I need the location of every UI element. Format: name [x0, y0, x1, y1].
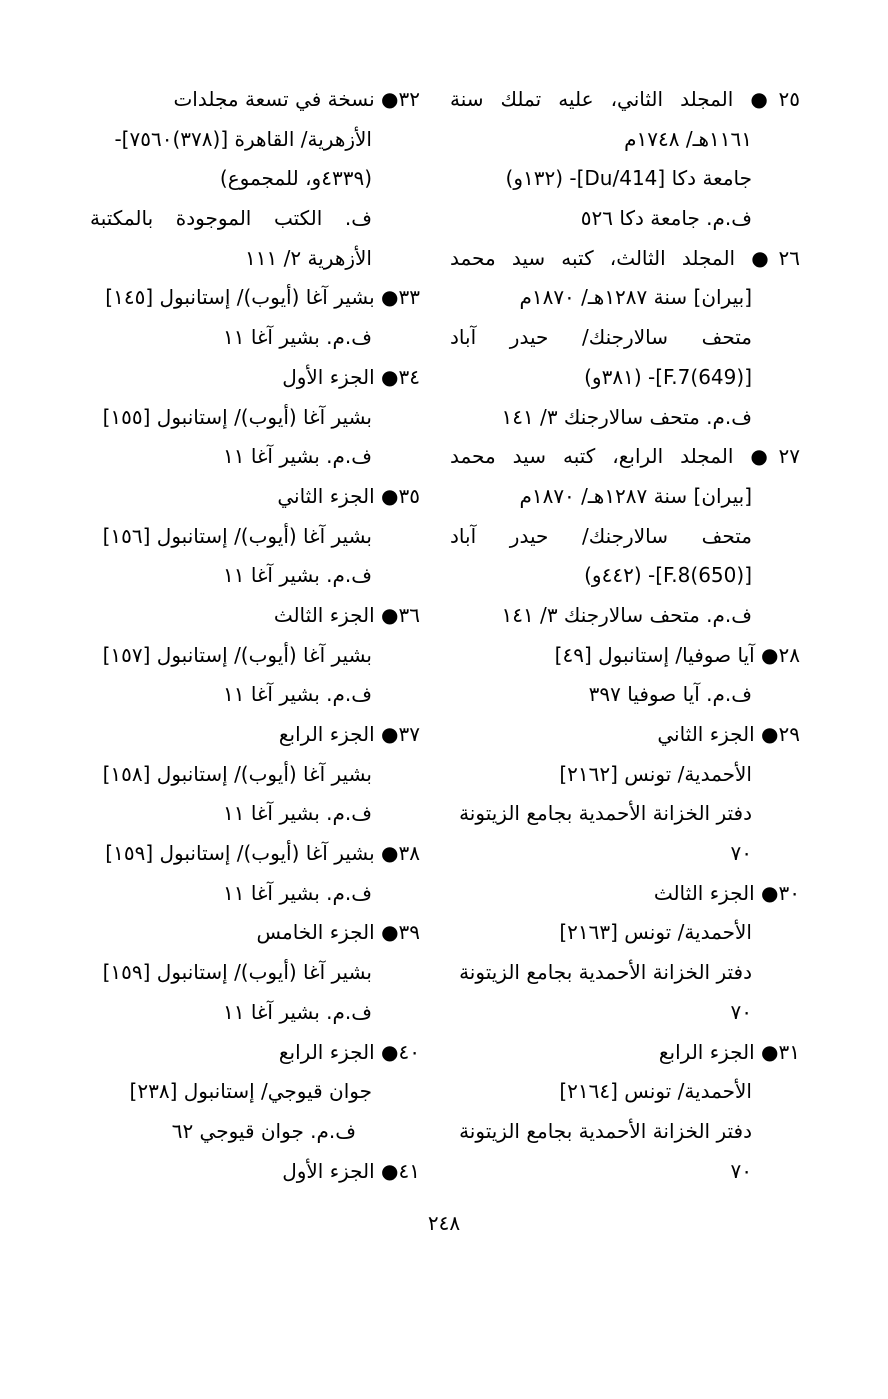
entry-line: ١١٦١هـ/ ١٧٤٨م	[624, 126, 752, 151]
entry-line: ف.م. آيا صوفيا ٣٩٧	[588, 682, 752, 707]
entry-line: ٧٠	[730, 841, 752, 866]
page-number: ٢٤٨	[427, 1211, 461, 1235]
entry-heading: ٢٧● المجلد الرابع، كتبه سيد محمد	[450, 444, 800, 469]
entry-heading: ٣٩● الجزء الخامس	[256, 920, 420, 945]
entry-heading: ٣٥● الجزء الثاني	[277, 483, 420, 508]
entry-line: بشير آغا (أيوب)/ إستانبول [١٥٧]	[102, 642, 372, 667]
entry-line: متحف سالارجنك/ حيدر آباد	[450, 325, 752, 350]
entry-heading: ٣٨● بشير آغا (أيوب)/ إستانبول [١٥٩]	[105, 841, 420, 866]
entry-heading: ٣٤● الجزء الأول	[282, 364, 420, 389]
entry-line: (٤٣٣٩و، للمجموع)	[219, 166, 372, 191]
entry-line: ف.م. بشير آغا ١١	[223, 325, 372, 350]
entry-heading: ٢٥● المجلد الثاني، عليه تملك سنة	[450, 87, 800, 111]
entry-line: ف. الكتب الموجودة بالمكتبة	[90, 206, 372, 231]
entry-line: [بيران] سنة ١٢٨٧هـ/ ١٨٧٠م	[519, 483, 752, 508]
entry-heading: ٣١● الجزء الرابع	[658, 1039, 800, 1064]
entry-line: ف.م. بشير آغا ١١	[223, 563, 372, 588]
entry-heading: ٣٢● نسخة في تسعة مجلدات	[173, 87, 420, 111]
entry-line: دفتر الخزانة الأحمدية بجامع الزيتونة	[459, 1118, 752, 1143]
entry-line: الأزهرية/ القاهرة [(٣٧٨)٧٥٦٠]-	[114, 126, 372, 151]
entry-heading: ٢٨● آيا صوفيا/ إستانبول [٤٩]	[554, 642, 800, 667]
entry-line: ف.م. جامعة دكا ٥٢٦	[580, 206, 752, 231]
entry-line: متحف سالارجنك/ حيدر آباد	[450, 523, 752, 548]
entry-line: ٧٠	[730, 999, 752, 1024]
entry-line: ف.م. بشير آغا ١١	[223, 682, 372, 707]
entry-heading: ٢٩● الجزء الثاني	[657, 722, 800, 746]
entry-line: ف.م. متحف سالارجنك ٣/ ١٤١	[501, 602, 752, 627]
entry-heading: ٣٧● الجزء الرابع	[278, 722, 420, 746]
entry-line: الأحمدية/ تونس [٢١٦٣]	[559, 920, 752, 945]
entry-line: الأزهرية ٢/ ١١١	[245, 245, 372, 270]
entry-line: [(649)F.7]- (٣٨١و)	[584, 364, 752, 389]
left-column	[90, 80, 420, 1191]
entry-line: بشير آغا (أيوب)/ إستانبول [١٥٦]	[102, 523, 372, 548]
entry-line: ف.م. بشير آغا ١١	[223, 999, 372, 1024]
entry-line: بشير آغا (أيوب)/ إستانبول [١٥٩]	[102, 960, 372, 985]
entry-heading: ٤١● الجزء الأول	[282, 1158, 420, 1183]
entry-heading: ٤٠● الجزء الرابع	[278, 1039, 420, 1064]
entry-line: ف.م. جوان قيوجي ٦٢	[171, 1118, 356, 1143]
right-column	[450, 80, 800, 1191]
entry-line: دفتر الخزانة الأحمدية بجامع الزيتونة	[459, 960, 752, 985]
entry-line: ف.م. بشير آغا ١١	[223, 880, 372, 905]
entry-line: جامعة دكا [Du/414]- (١٣٢و)	[505, 166, 752, 191]
entry-line: ف.م. متحف سالارجنك ٣/ ١٤١	[501, 404, 752, 429]
entry-line: [(650)F.8]- (٤٤٢و)	[584, 563, 752, 588]
entry-line: ف.م. بشير آغا ١١	[223, 444, 372, 469]
entry-line: الأحمدية/ تونس [٢١٦٤]	[559, 1079, 752, 1104]
entry-heading: ٢٦● المجلد الثالث، كتبه سيد محمد	[450, 245, 800, 270]
entry-line: ف.م. بشير آغا ١١	[223, 801, 372, 826]
entry-line: [بيران] سنة ١٢٨٧هـ/ ١٨٧٠م	[519, 285, 752, 310]
entry-line: الأحمدية/ تونس [٢١٦٢]	[559, 761, 752, 786]
entry-line: دفتر الخزانة الأحمدية بجامع الزيتونة	[459, 801, 752, 826]
entry-line: جوان قيوجي/ إستانبول [٢٣٨]	[129, 1079, 372, 1104]
entry-heading: ٣٣● بشير آغا (أيوب)/ إستانبول [١٤٥]	[105, 285, 420, 310]
entry-line: بشير آغا (أيوب)/ إستانبول [١٥٥]	[102, 404, 372, 429]
entry-heading: ٣٠● الجزء الثالث	[653, 880, 800, 905]
entry-line: ٧٠	[730, 1158, 752, 1183]
entry-line: بشير آغا (أيوب)/ إستانبول [١٥٨]	[102, 761, 372, 786]
entry-heading: ٣٦● الجزء الثالث	[273, 602, 420, 627]
